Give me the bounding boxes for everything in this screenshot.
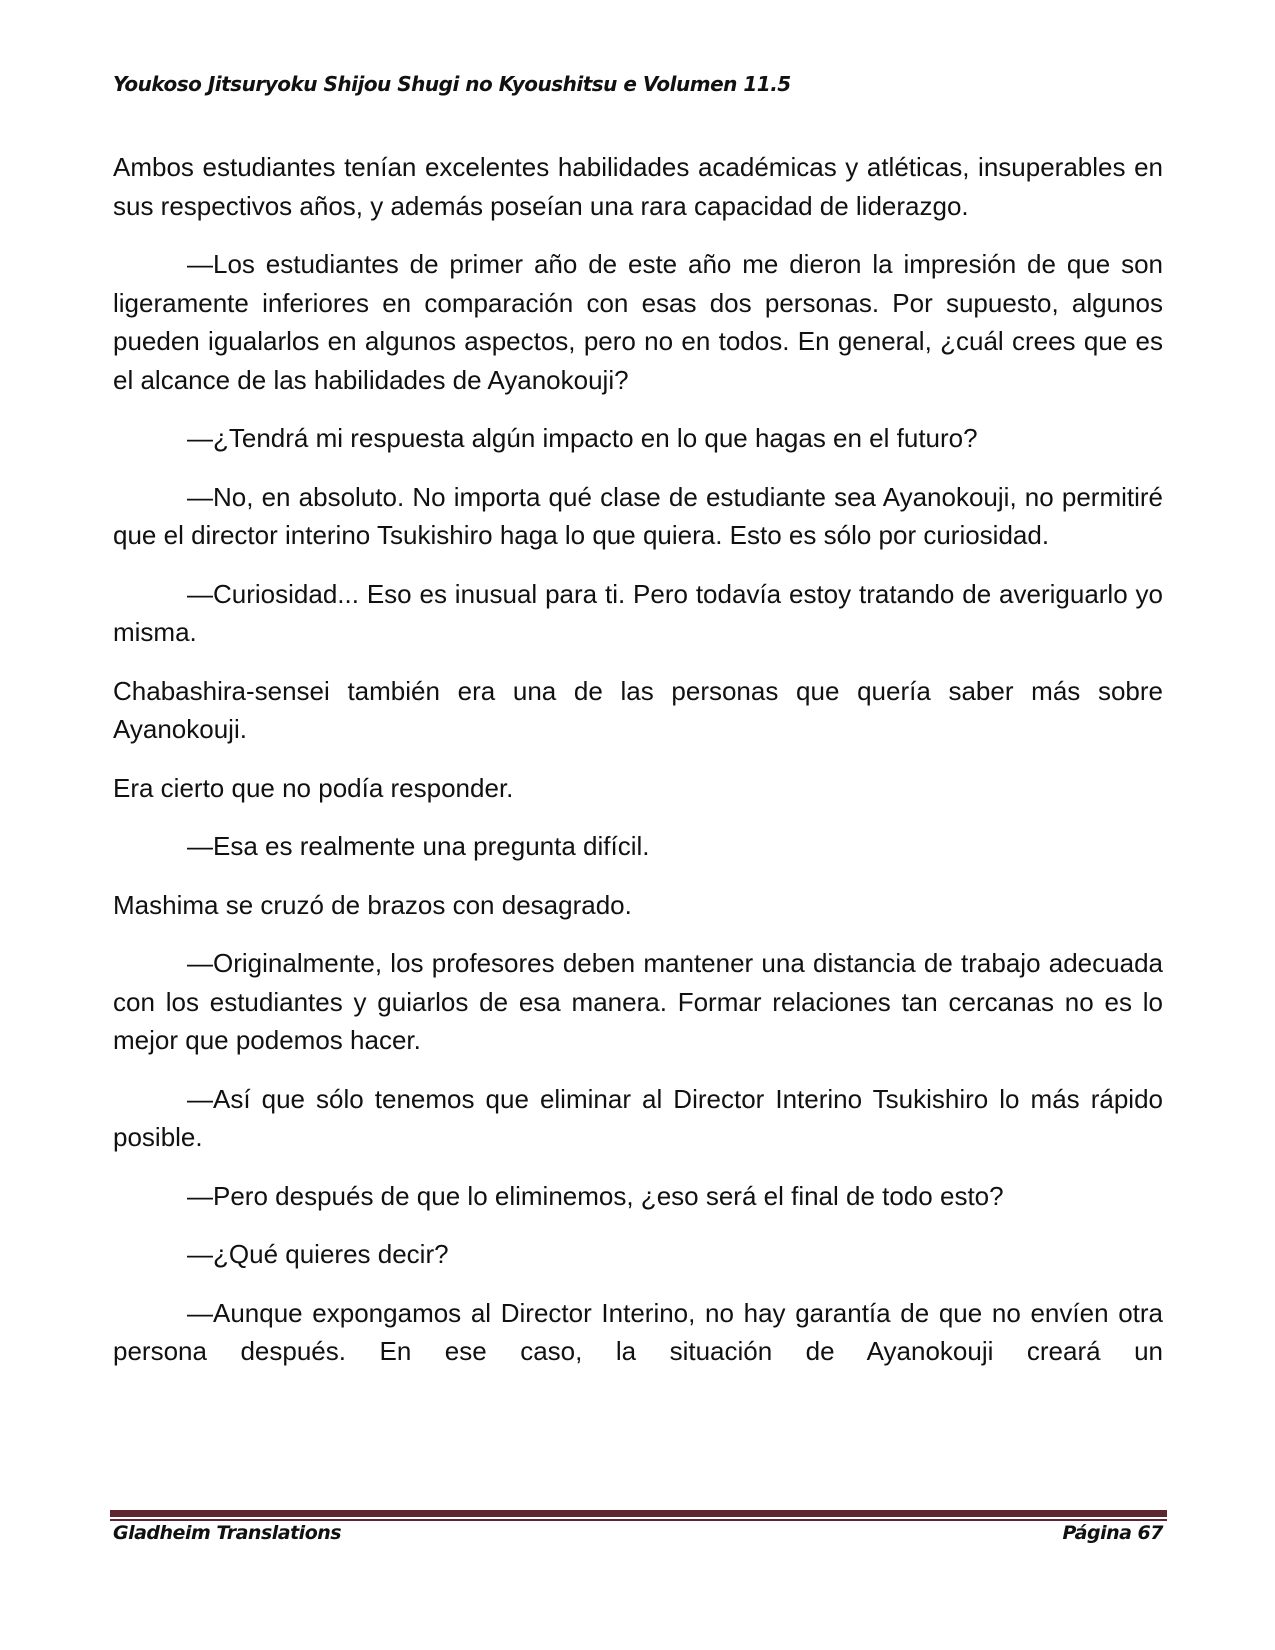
paragraph: —¿Tendrá mi respuesta algún impacto en lo que hagas en el futuro? [187, 423, 978, 453]
paragraph: —Los estudiantes de primer año de este año me dieron la impresión de que son ligeramente inferiores en comparación con esas dos personas. Por supuesto, algunos pueden igualarlos en algunos aspectos, pero no en todos. En general, ¿cuál crees que es el alcance de las habilidades de Ayanokouji? [113, 249, 1163, 395]
running-header: Youkoso Jitsuryoku Shijou Shugi no Kyoushitsu e Volumen 11.5 [113, 72, 791, 96]
paragraph: Era cierto que no podía responder. [113, 772, 514, 803]
page-number: Página 67 [1062, 1522, 1163, 1544]
footer-rule-thick [110, 1510, 1167, 1517]
paragraph: Chabashira-sensei también era una de las personas que quería saber más sobre Ayanokouji. [113, 675, 1163, 744]
paragraph: —Esa es realmente una pregunta difícil. [187, 831, 650, 861]
paragraph: Ambos estudiantes tenían excelentes habilidades académicas y atléticas, insuperables en sus respectivos años, y además poseían una rara capacidad de liderazgo. [113, 152, 1163, 221]
page-body [113, 148, 1163, 1391]
page-footer [113, 1522, 1163, 1544]
paragraph: —No, en absoluto. No importa qué clase de estudiante sea Ayanokouji, no permitiré que el director interino Tsukishiro haga lo que quiera. Esto es sólo por curiosidad. [113, 481, 1163, 550]
paragraph: —Originalmente, los profesores deben mantener una distancia de trabajo adecuada con los estudiantes y guiarlos de esa manera. Formar relaciones tan cercanas no es lo mejor que podemos hacer. [113, 948, 1163, 1055]
paragraph: Mashima se cruzó de brazos con desagrado. [113, 889, 632, 920]
footer-rule-thin [110, 1519, 1167, 1521]
paragraph: —Curiosidad... Eso es inusual para ti. Pero todavía estoy tratando de averiguarlo yo misma. [113, 578, 1163, 647]
paragraph: —Pero después de que lo eliminemos, ¿eso será el final de todo esto? [187, 1180, 1004, 1211]
paragraph: —Así que sólo tenemos que eliminar al Director Interino Tsukishiro lo más rápido posible. [113, 1083, 1163, 1152]
paragraph: —Aunque expongamos al Director Interino, no hay garantía de que no envíen otra persona después. En ese caso, la situación de Ayanokouji creará un [113, 1297, 1163, 1366]
footer-rule [110, 1510, 1167, 1521]
footer-credit: Gladheim Translations [113, 1522, 342, 1544]
paragraph: —¿Qué quieres decir? [187, 1239, 449, 1269]
